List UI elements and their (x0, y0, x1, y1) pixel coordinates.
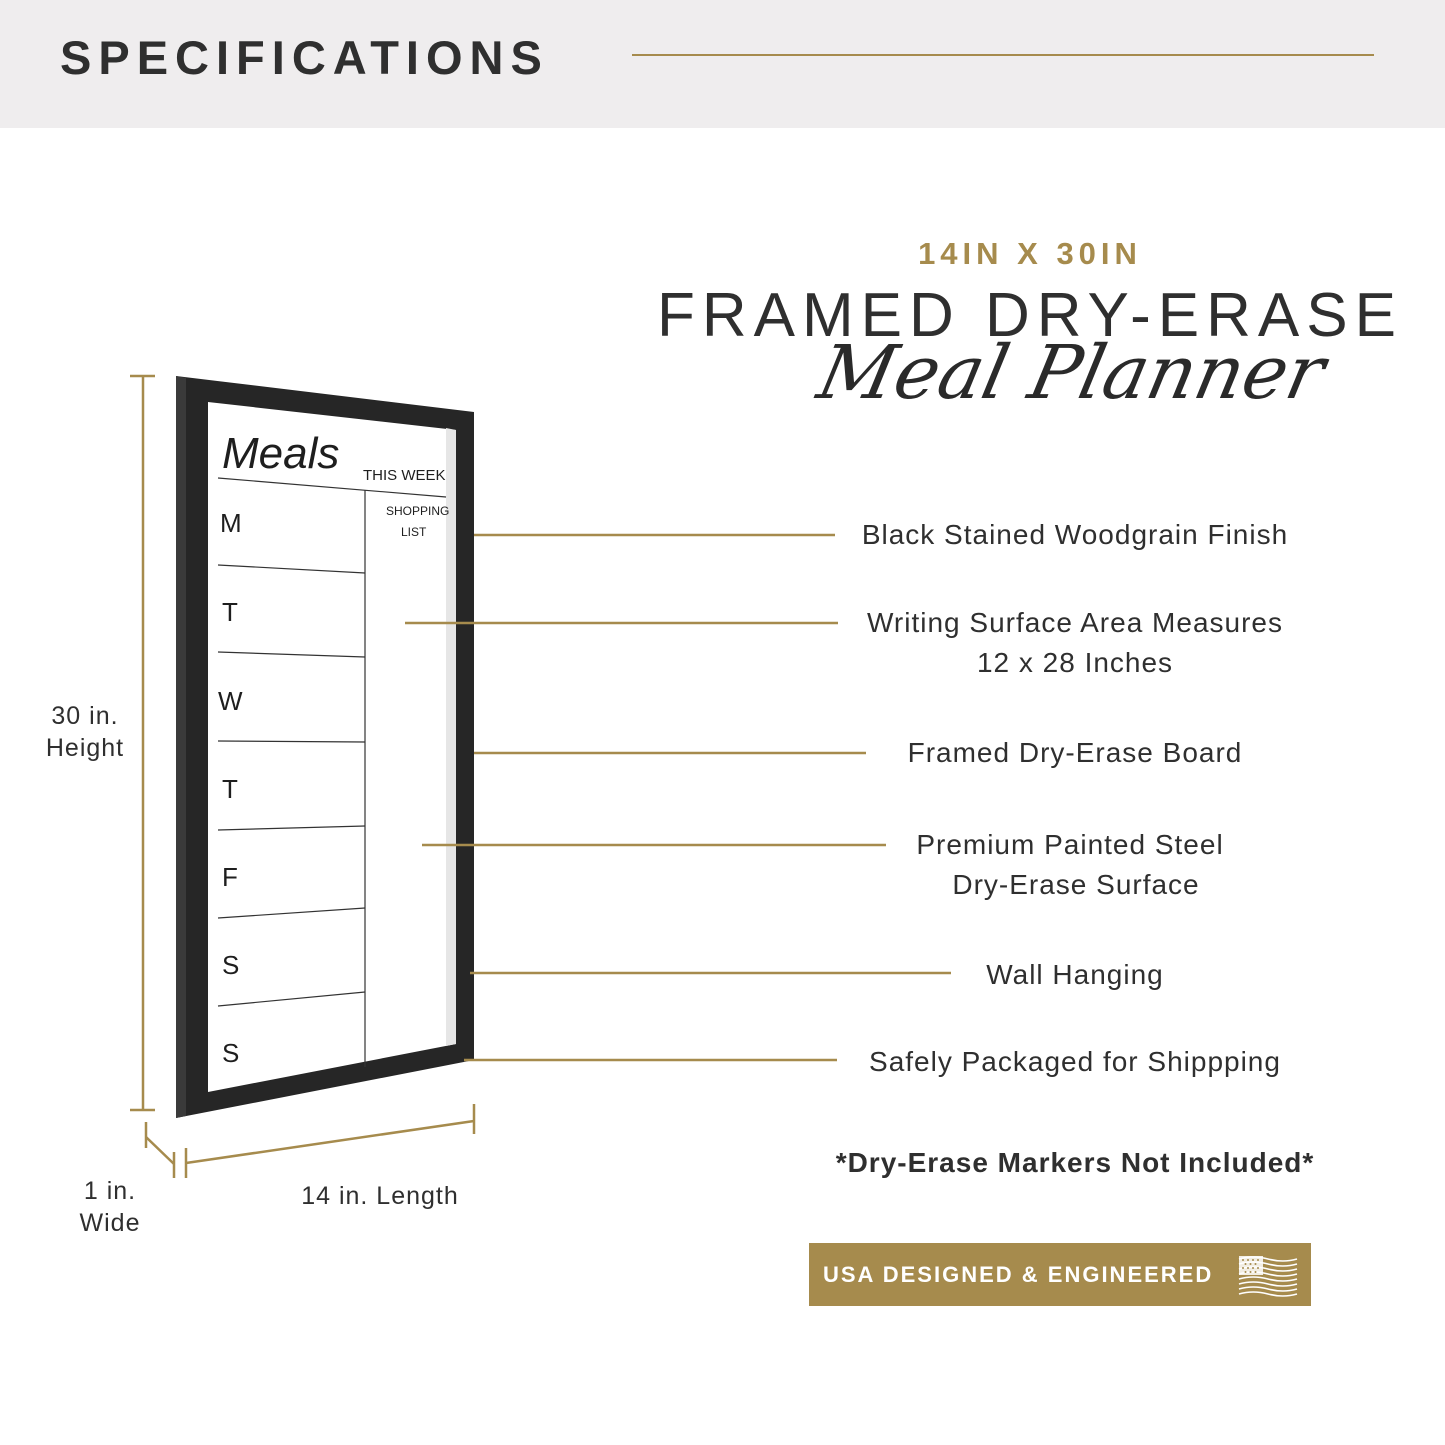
feature-steel (830, 825, 1310, 905)
day-label: S (222, 1038, 240, 1068)
feature-text: Dry-Erase Surface (952, 869, 1200, 900)
feature-text: 12 x 28 Inches (976, 647, 1174, 678)
product-title: FRAMED DRY-ERASE (657, 281, 1403, 350)
height-label (30, 700, 140, 764)
feature-text: Safely Packaged for Shippping (869, 1046, 1281, 1077)
day-label: T (222, 774, 238, 804)
wide-label (55, 1175, 165, 1239)
day-label: S (222, 950, 240, 980)
page-title: SPECIFICATIONS (60, 31, 549, 84)
usa-badge (809, 1243, 1311, 1306)
board-heading-sub: THIS WEEK (363, 467, 446, 484)
surface-shadow (446, 428, 456, 1046)
board-frame-edge (176, 376, 186, 1118)
feature-text: Black Stained Woodgrain Finish (861, 519, 1289, 550)
board-heading-script: Meals (222, 429, 340, 478)
length-label: 14 in. Length (301, 1182, 459, 1210)
feature-finish (835, 515, 1315, 555)
product-size: 14IN X 30IN (918, 236, 1142, 271)
us-flag-icon (1237, 1253, 1299, 1297)
feature-hanging (835, 955, 1315, 995)
wide-value: 1 in. (83, 1177, 137, 1205)
feature-surface-area (835, 603, 1315, 683)
feature-text: Wall Hanging (986, 959, 1164, 990)
day-label: M (220, 508, 242, 538)
feature-packaging (835, 1042, 1315, 1082)
feature-board (835, 733, 1315, 773)
feature-text: Premium Painted Steel (916, 829, 1224, 860)
disclaimer: *Dry-Erase Markers Not Included* (835, 1147, 1315, 1178)
day-label: W (218, 686, 243, 716)
feature-text: Framed Dry-Erase Board (907, 737, 1243, 768)
wide-caption: Wide (79, 1209, 141, 1237)
height-value: 30 in. (51, 702, 119, 730)
day-label: T (222, 597, 238, 627)
day-label: F (222, 862, 238, 892)
feature-text: Writing Surface Area Measures (867, 607, 1283, 638)
shopping-list-label-2: LIST (401, 525, 427, 539)
height-caption: Height (45, 734, 125, 762)
product-script-title: Meal Planner (810, 330, 1333, 416)
depth-dimension (146, 1122, 174, 1178)
shopping-list-label-1: SHOPPING (386, 504, 450, 518)
length-dimension (186, 1104, 474, 1178)
badge-label: USA DESIGNED & ENGINEERED (823, 1262, 1214, 1287)
